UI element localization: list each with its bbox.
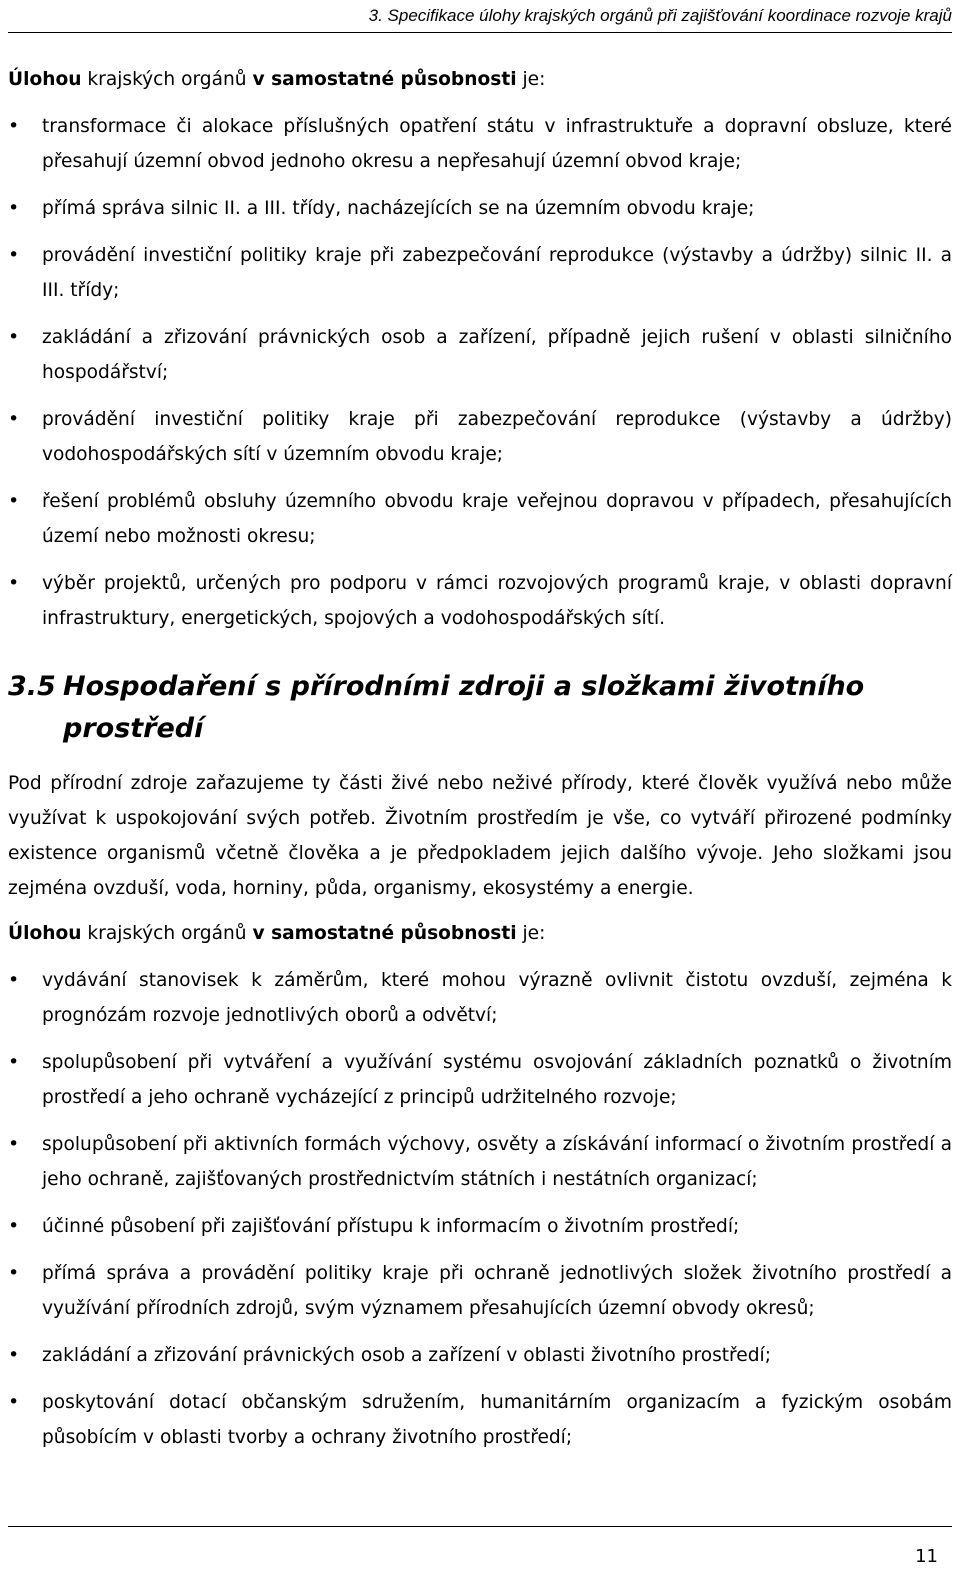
list-item: • zakládání a zřizování právnických osob a zařízení v oblasti životního prostředí; bbox=[8, 1338, 952, 1373]
list-item: • transformace či alokace příslušných opatření státu v infrastruktuře a dopravní obsluze, které přesahují územní obvod jednoho okresu a nepřesahují územní obvod kraje; bbox=[8, 109, 952, 179]
section-heading bbox=[8, 666, 952, 750]
list-item: • spolupůsobení při vytváření a využívání systému osvojování základních poznatků o životním prostředí a jeho ochraně vycházející z principů udržitelného rozvoje; bbox=[8, 1045, 952, 1115]
page-number: 11 bbox=[915, 1546, 938, 1567]
footer-rule bbox=[8, 1526, 952, 1527]
list-item: • vydávání stanovisek k záměrům, které mohou výrazně ovlivnit čistotu ovzduší, zejména k prognózám rozvoje jednotlivých oborů a odvětví; bbox=[8, 963, 952, 1033]
section2-paragraph: Pod přírodní zdroje zařazujeme ty části živé nebo neživé přírody, které člověk využívá nebo může využívat k uspokojování svých potřeb. Životním prostředím je vše, co vytváří přirozené podmínky existence organismů včetně člověka a je předpokladem jejich dalšího vývoje. Jeho složkami jsou zejména ovzduší, voda, horniny, půda, organismy, ekosystémy a energie. bbox=[8, 773, 952, 899]
section1-lead bbox=[8, 62, 952, 97]
list-item: • přímá správa silnic II. a III. třídy, nacházejících se na územním obvodu kraje; bbox=[8, 191, 952, 226]
lead-bold: v samostatné působnosti bbox=[252, 923, 517, 944]
list-item: • zakládání a zřizování právnických osob a zařízení, případně jejich rušení v oblasti silničního hospodářství; bbox=[8, 320, 952, 390]
header-rule bbox=[8, 32, 952, 33]
lead-suffix: je: bbox=[516, 69, 546, 90]
lead-prefix: Úlohou bbox=[8, 923, 82, 944]
document-body bbox=[8, 62, 952, 1467]
section-number: 3.5 bbox=[8, 671, 56, 702]
list-item: • provádění investiční politiky kraje při zabezpečování reprodukce (výstavby a údržby) vodohospodářských sítí v územním obvodu kraje; bbox=[8, 402, 952, 472]
lead-bold: v samostatné působnosti bbox=[252, 69, 517, 90]
list-item: • přímá správa a provádění politiky kraje při ochraně jednotlivých složek životního prostředí a využívání přírodních zdrojů, svým významem přesahujících územní obvody okresů; bbox=[8, 1256, 952, 1326]
lead-suffix: je: bbox=[516, 923, 546, 944]
list-item: • poskytování dotací občanským sdružením, humanitárním organizacím a fyzickým osobám působícím v oblasti tvorby a ochrany životního prostředí; bbox=[8, 1385, 952, 1455]
lead-middle: krajských orgánů bbox=[81, 923, 253, 944]
lead-middle: krajských orgánů bbox=[81, 69, 253, 90]
list-item: • řešení problémů obsluhy územního obvodu kraje veřejnou dopravou v případech, přesahujících území nebo možnosti okresu; bbox=[8, 484, 952, 554]
list-item: • výběr projektů, určených pro podporu v rámci rozvojových programů kraje, v oblasti dopravní infrastruktury, energetických, spojových a vodohospodářských sítí. bbox=[8, 566, 952, 636]
list-item: • spolupůsobení při aktivních formách výchovy, osvěty a získávání informací o životním prostředí a jeho ochraně, zajišťovaných prostřednictvím státních i nestátních organizací; bbox=[8, 1127, 952, 1197]
section2-list bbox=[8, 963, 952, 1455]
section1-list bbox=[8, 109, 952, 636]
list-item: • účinné působení při zajišťování přístupu k informacím o životním prostředí; bbox=[8, 1209, 952, 1244]
section2-lead bbox=[8, 916, 952, 951]
running-header: 3. Specifikace úlohy krajských orgánů při zajišťování koordinace rozvoje krajů bbox=[368, 6, 952, 25]
lead-prefix: Úlohou bbox=[8, 69, 82, 90]
list-item: • provádění investiční politiky kraje při zabezpečování reprodukce (výstavby a údržby) silnic II. a III. třídy; bbox=[8, 238, 952, 308]
section-title: Hospodaření s přírodními zdroji a složkami životního prostředí bbox=[63, 671, 865, 744]
